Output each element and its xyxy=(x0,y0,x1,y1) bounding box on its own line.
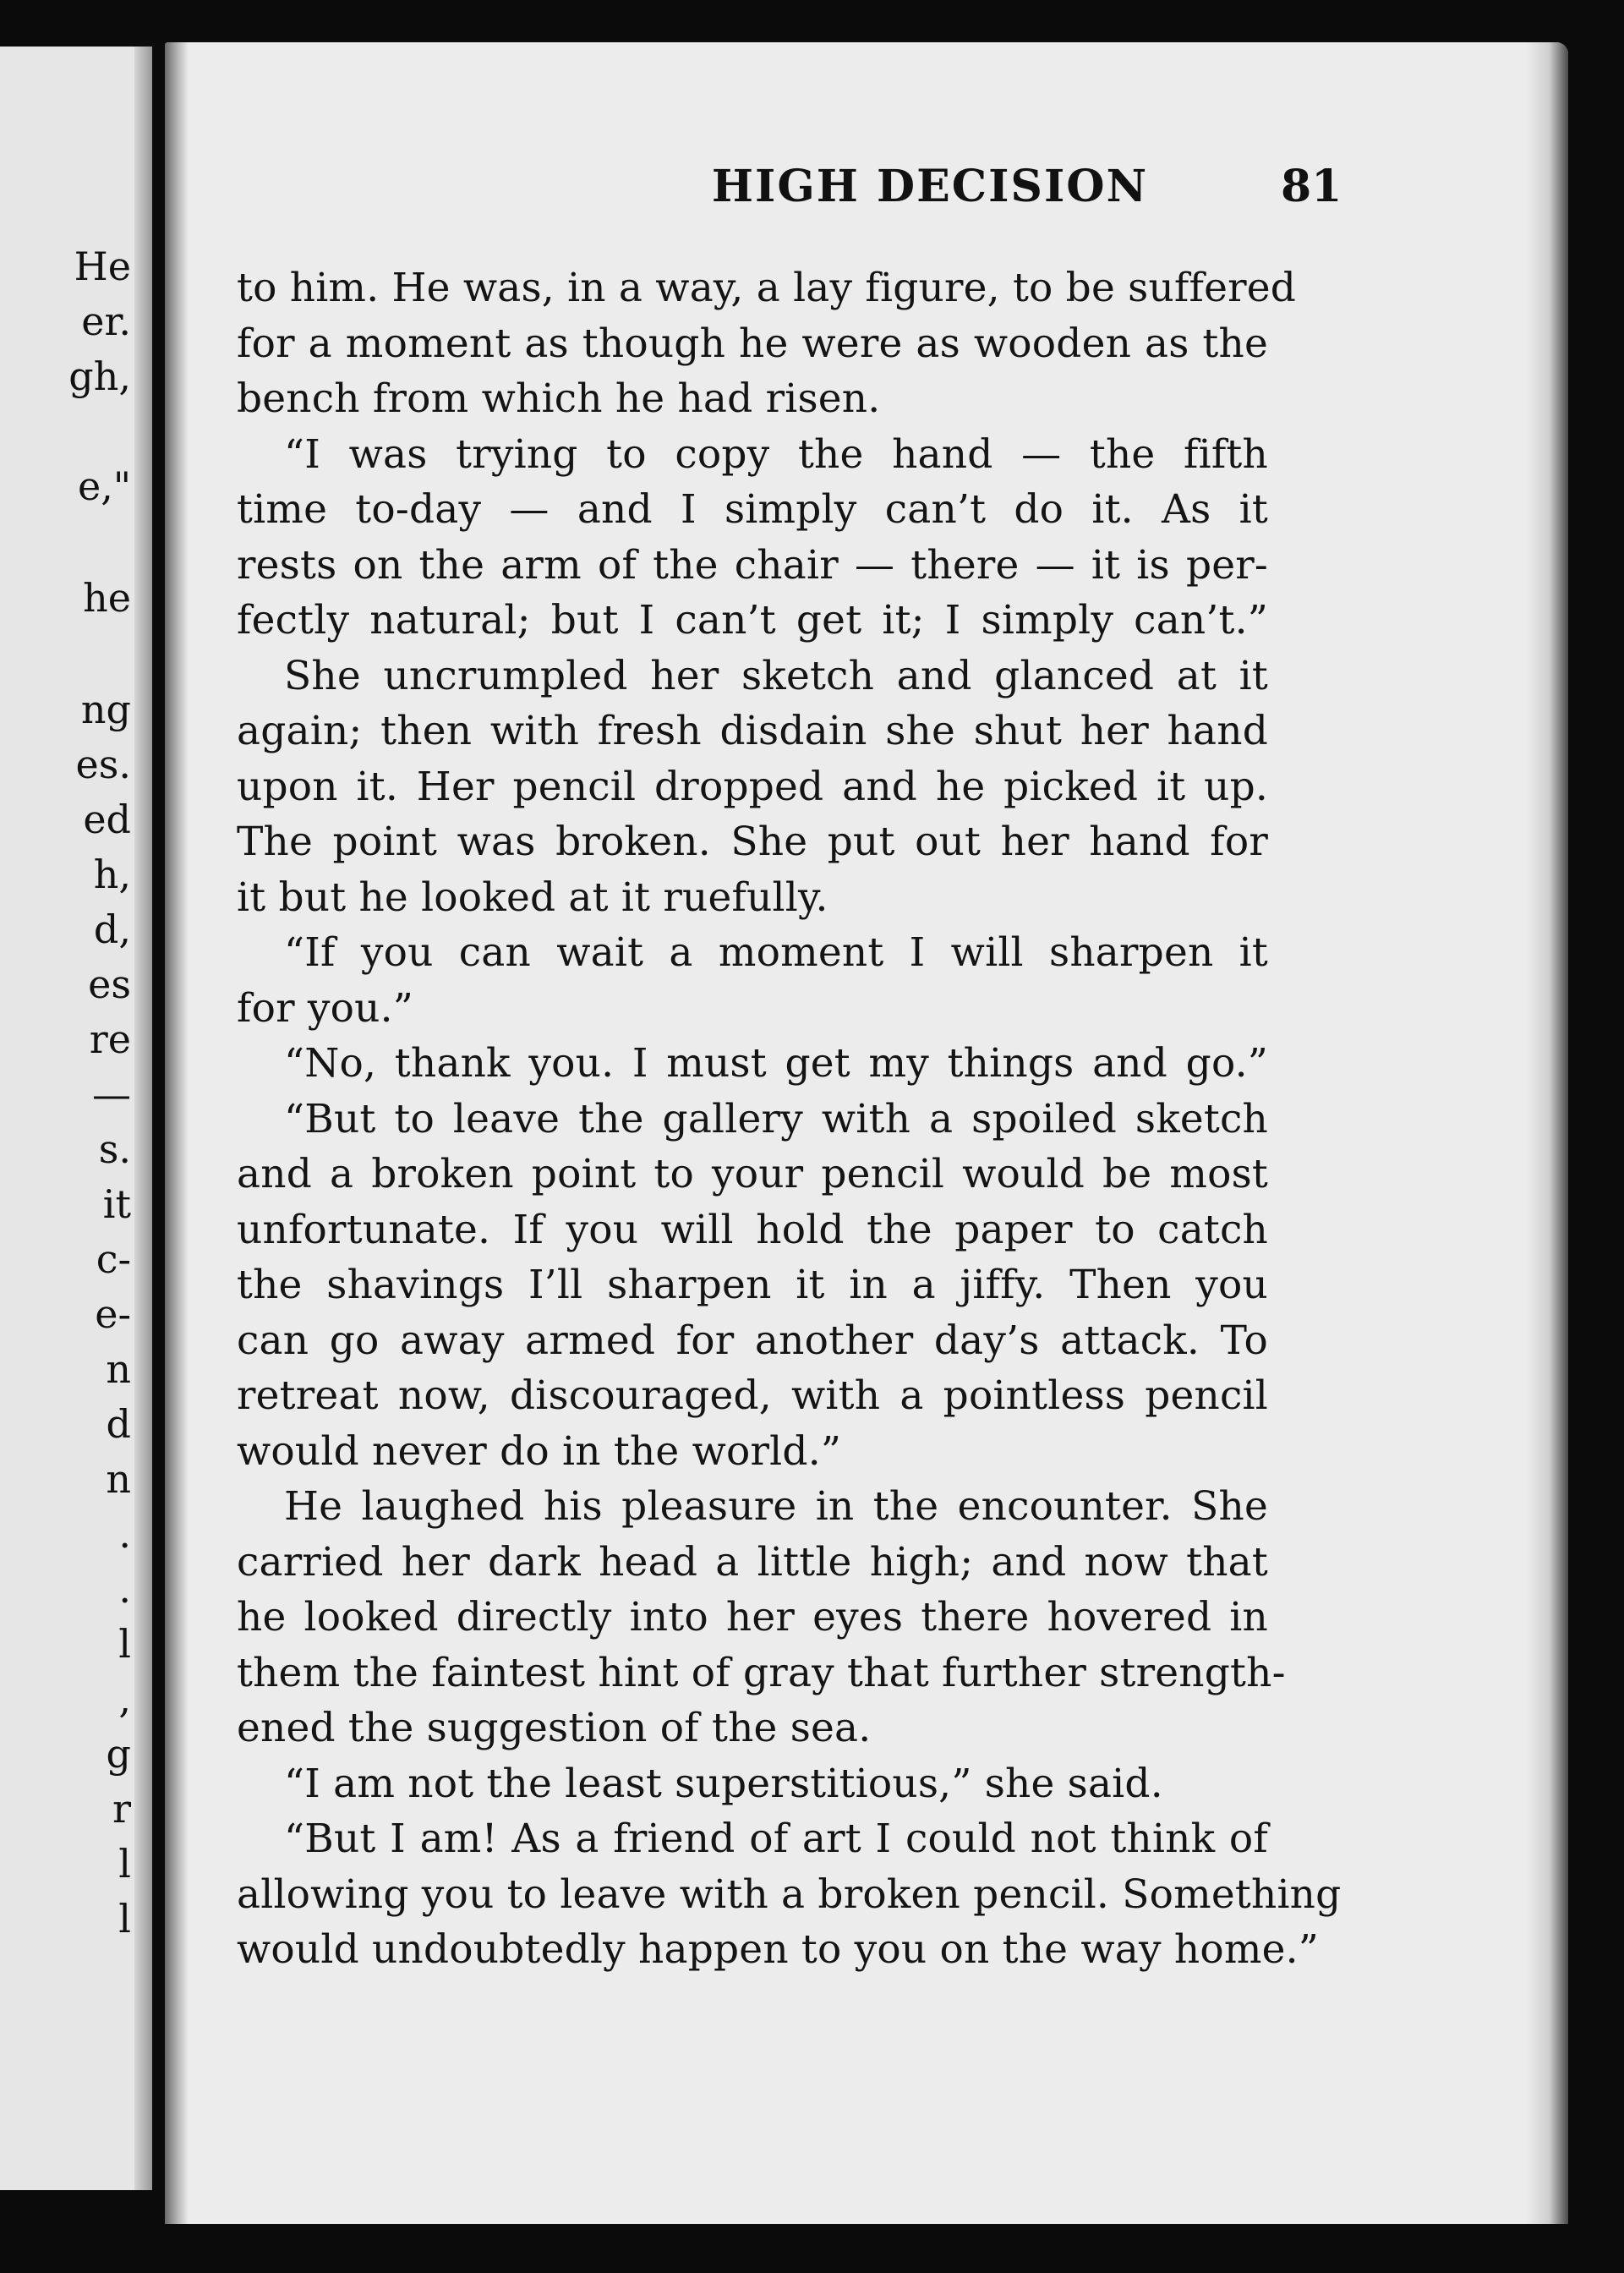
left-page-fragment: it xyxy=(102,1181,131,1227)
text-line: rests on the arm of the chair — there — it is per- xyxy=(237,541,1268,589)
text-line: it but he looked at it ruefully. xyxy=(237,874,828,921)
right-page xyxy=(165,42,1568,2224)
left-page xyxy=(0,47,156,2190)
left-page-fragment: — xyxy=(92,1071,131,1117)
text-line: carried her dark head a little high; and now that xyxy=(237,1538,1268,1586)
text-line: bench from which he had risen. xyxy=(237,375,881,422)
body-text xyxy=(237,260,1342,1978)
text-line: “If you can wait a moment I will sharpen it xyxy=(284,929,1268,976)
text-line: upon it. Her pencil dropped and he picked it up. xyxy=(237,763,1268,810)
text-line: retreat now, discouraged, with a pointless pencil xyxy=(237,1372,1268,1419)
left-page-fragment: He xyxy=(74,244,131,289)
left-page-fragment: n xyxy=(106,1346,131,1392)
left-page-fragment: c- xyxy=(96,1236,131,1282)
text-line: can go away armed for another day’s attack. To xyxy=(237,1317,1268,1364)
text-line: allowing you to leave with a broken pencil. Something xyxy=(237,1870,1342,1918)
left-page-fragment: ed xyxy=(83,797,131,842)
text-line: them the faintest hint of gray that further strength- xyxy=(237,1649,1286,1696)
text-line: ened the suggestion of the sea. xyxy=(237,1705,872,1751)
left-page-fragment: ng xyxy=(80,687,131,732)
left-page-fragment: er. xyxy=(81,299,131,344)
left-page-fragment: re xyxy=(89,1016,131,1062)
page-foredge-shadow xyxy=(1526,42,1568,2224)
running-title: HIGH DECISION xyxy=(711,161,1149,212)
text-line: would never do in the world.” xyxy=(237,1427,842,1475)
text-line: The point was broken. She put out her hand for xyxy=(237,819,1268,865)
left-page-fragment: he xyxy=(83,575,131,621)
text-line: to him. He was, in a way, a lay figure, to be suffered xyxy=(237,265,1297,311)
left-page-fragment: d, xyxy=(93,906,131,952)
left-page-fragment: es. xyxy=(75,742,131,787)
text-line: He laughed his pleasure in the encounter. She xyxy=(284,1483,1268,1530)
left-page-fragment: e- xyxy=(95,1291,131,1337)
text-line: again; then with fresh disdain she shut her hand xyxy=(237,708,1268,754)
left-page-fragment: g xyxy=(106,1731,131,1777)
text-line: would undoubtedly happen to you on the way home.” xyxy=(237,1926,1319,1973)
left-page-fragment: s. xyxy=(98,1126,131,1172)
text-line: “But I am! As a friend of art I could not think of xyxy=(284,1816,1268,1862)
left-page-fragment: h, xyxy=(93,852,131,897)
left-page-fragment: gh, xyxy=(68,353,131,399)
left-page-fragment: e," xyxy=(77,463,131,509)
text-line: the shavings I’ll sharpen it in a jiffy. Then you xyxy=(237,1262,1268,1308)
text-line: “I am not the least superstitious,” she said. xyxy=(284,1760,1163,1807)
left-page-fragment: d xyxy=(106,1401,131,1447)
text-line: fectly natural; but I can’t get it; I simply can’t.” xyxy=(237,597,1268,644)
text-line: for a moment as though he were as wooden as the xyxy=(237,320,1268,367)
left-page-fragment: l xyxy=(118,1621,131,1667)
left-page-fragment: l xyxy=(118,1841,131,1887)
text-line: unfortunate. If you will hold the paper to catch xyxy=(237,1206,1268,1253)
text-line: he looked directly into her eyes there hovered in xyxy=(237,1594,1268,1640)
text-line: She uncrumpled her sketch and glanced at it xyxy=(284,652,1268,699)
left-page-fragment: l xyxy=(118,1896,131,1942)
left-page-fragment: es xyxy=(88,961,131,1007)
page-number: 81 xyxy=(1281,161,1342,212)
text-line: and a broken point to your pencil would be most xyxy=(237,1151,1268,1197)
text-line: “But to leave the gallery with a spoiled sketch xyxy=(284,1095,1268,1142)
running-head xyxy=(165,161,1568,220)
left-page-fragment: r xyxy=(112,1786,131,1832)
text-line: time to-day — and I simply can’t do it. As it xyxy=(237,486,1268,533)
page-spine-shadow xyxy=(165,42,189,2224)
left-page-fragment: n xyxy=(106,1456,131,1502)
text-line: “No, thank you. I must get my things and go.” xyxy=(284,1040,1268,1087)
text-line: “I was trying to copy the hand — the fifth xyxy=(284,430,1268,478)
text-line: for you.” xyxy=(237,984,413,1032)
left-page-fragment: . xyxy=(118,1511,131,1557)
left-page-fragment: , xyxy=(118,1676,131,1722)
left-page-fragment: . xyxy=(118,1566,131,1612)
